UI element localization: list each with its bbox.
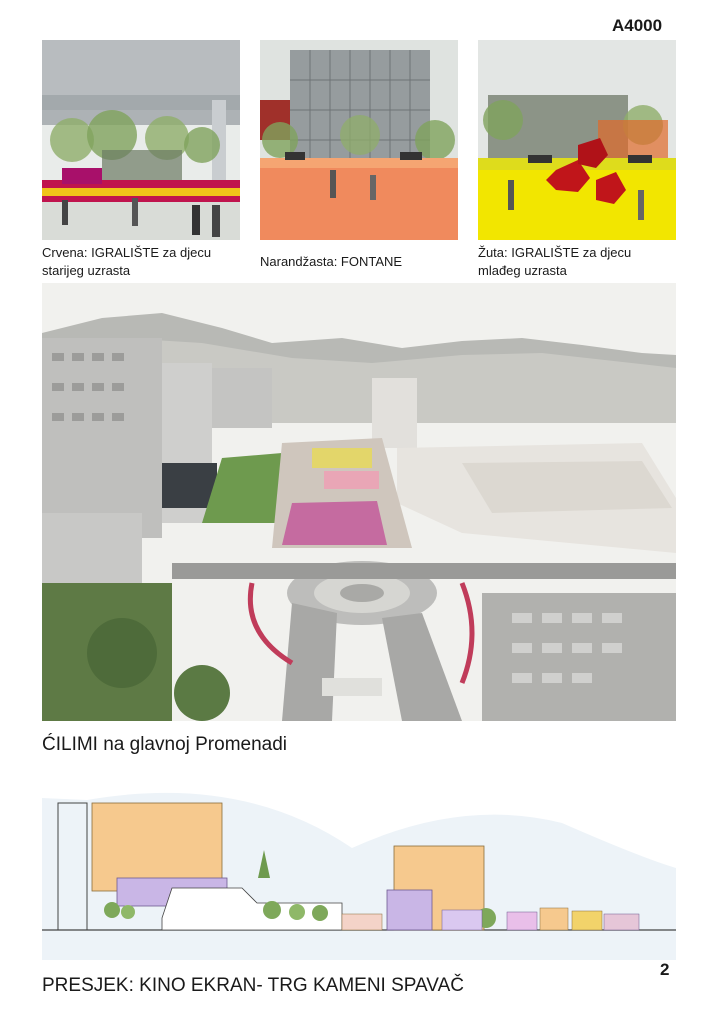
sheet-code: A4000: [612, 16, 663, 35]
render-yellow-playground: [478, 40, 676, 240]
caption-yellow: Žuta: IGRALIŠTE za djecu mlađeg uzrasta: [478, 245, 632, 278]
aerial-caption: ĆILIMI na glavnoj Promenadi: [42, 734, 288, 755]
aerial-render: [42, 283, 676, 721]
section-caption: PRESJEK: KINO EKRAN- TRG KAMENI SPAVAČ: [42, 975, 464, 996]
render-orange-fountains: [260, 40, 458, 240]
caption-red: Crvena: IGRALIŠTE za djecu starijeg uzrasta: [42, 245, 212, 278]
page-number: 2: [660, 960, 670, 979]
caption-orange: Narandžasta: FONTANE: [260, 254, 403, 269]
section-drawing: [42, 778, 676, 960]
render-red-playground: [42, 40, 240, 240]
